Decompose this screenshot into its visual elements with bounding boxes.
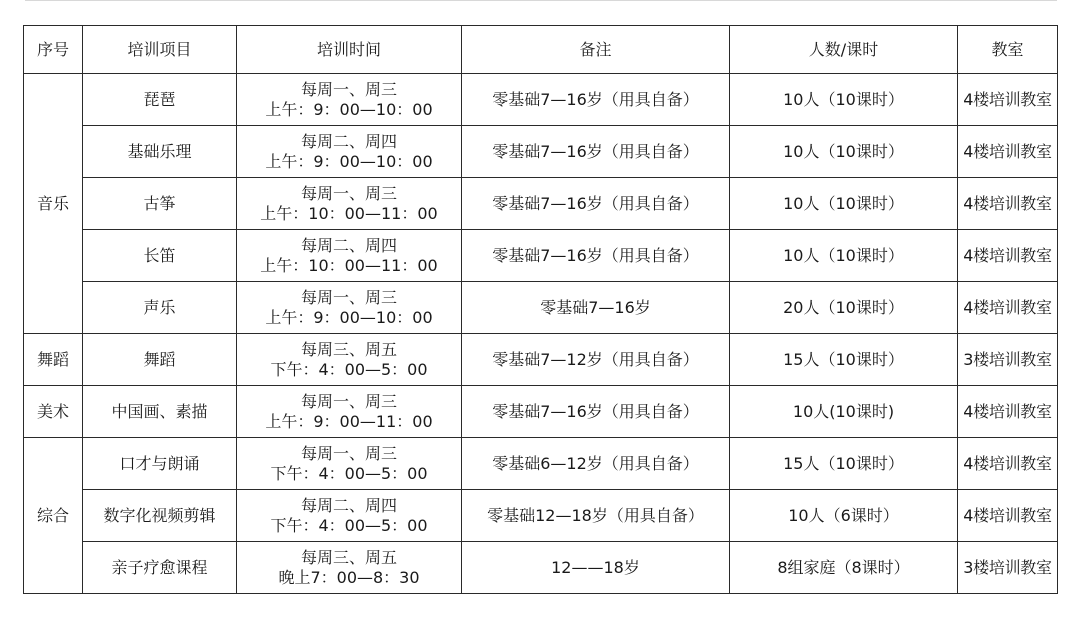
- project-cell: 琵琶: [83, 74, 237, 126]
- time-days: 每周一、周三: [300, 391, 397, 411]
- time-hours: 下午：4：00—5：00: [270, 359, 428, 379]
- time-hours: 上午：9：00—11：00: [265, 411, 433, 431]
- header-seq: 序号: [24, 26, 83, 74]
- time-days: 每周一、周三: [300, 443, 397, 463]
- group-general: 综合: [24, 438, 83, 594]
- time-cell: [237, 74, 462, 126]
- group-dance: 舞蹈: [24, 334, 83, 386]
- time-cell: [237, 178, 462, 230]
- capacity-cell: 10人(10课时): [730, 386, 958, 438]
- time-hours: 晚上7：00—8：30: [278, 567, 420, 587]
- note-cell: 12——18岁: [462, 542, 730, 594]
- table-row: [24, 438, 1058, 490]
- table-row: [24, 230, 1058, 282]
- room-cell: 3楼培训教室: [958, 542, 1058, 594]
- time-cell: [237, 490, 462, 542]
- group-music: 音乐: [24, 74, 83, 334]
- header-time: 培训时间: [237, 26, 462, 74]
- room-cell: 3楼培训教室: [958, 334, 1058, 386]
- room-cell: 4楼培训教室: [958, 490, 1058, 542]
- project-cell: 舞蹈: [83, 334, 237, 386]
- note-cell: 零基础7—16岁（用具自备）: [462, 74, 730, 126]
- time-days: 每周一、周三: [300, 287, 397, 307]
- project-cell: 亲子疗愈课程: [83, 542, 237, 594]
- time-days: 每周一、周三: [300, 183, 397, 203]
- project-cell: 中国画、素描: [83, 386, 237, 438]
- capacity-cell: 15人（10课时）: [730, 438, 958, 490]
- room-cell: 4楼培训教室: [958, 438, 1058, 490]
- time-hours: 下午：4：00—5：00: [270, 515, 428, 535]
- time-days: 每周三、周五: [300, 339, 397, 359]
- table-row: [24, 386, 1058, 438]
- time-days: 每周二、周四: [300, 235, 397, 255]
- time-cell: [237, 230, 462, 282]
- header-capacity: 人数/课时: [730, 26, 958, 74]
- capacity-cell: 15人（10课时）: [730, 334, 958, 386]
- project-cell: 声乐: [83, 282, 237, 334]
- time-days: 每周二、周四: [300, 495, 397, 515]
- time-hours: 上午：10：00—11：00: [260, 255, 438, 275]
- room-cell: 4楼培训教室: [958, 126, 1058, 178]
- room-cell: 4楼培训教室: [958, 178, 1058, 230]
- time-hours: 上午：9：00—10：00: [265, 151, 433, 171]
- room-cell: 4楼培训教室: [958, 230, 1058, 282]
- note-cell: 零基础7—16岁（用具自备）: [462, 126, 730, 178]
- note-cell: 零基础7—16岁: [462, 282, 730, 334]
- time-days: 每周三、周五: [300, 547, 397, 567]
- capacity-cell: 10人（6课时）: [730, 490, 958, 542]
- capacity-cell: 10人（10课时）: [730, 126, 958, 178]
- table-row: [24, 490, 1058, 542]
- time-cell: [237, 438, 462, 490]
- time-hours: 上午：9：00—10：00: [265, 99, 433, 119]
- time-hours: 下午：4：00—5：00: [270, 463, 428, 483]
- group-art: 美术: [24, 386, 83, 438]
- capacity-cell: 10人（10课时）: [730, 230, 958, 282]
- time-hours: 上午：9：00—10：00: [265, 307, 433, 327]
- table-row: [24, 282, 1058, 334]
- room-cell: 4楼培训教室: [958, 386, 1058, 438]
- note-cell: 零基础12—18岁（用具自备）: [462, 490, 730, 542]
- top-divider: [25, 0, 1057, 1]
- time-cell: [237, 386, 462, 438]
- time-hours: 上午：10：00—11：00: [260, 203, 438, 223]
- table-row: [24, 74, 1058, 126]
- table-row: [24, 542, 1058, 594]
- note-cell: 零基础6—12岁（用具自备）: [462, 438, 730, 490]
- header-project: 培训项目: [83, 26, 237, 74]
- time-cell: [237, 282, 462, 334]
- table-row: [24, 334, 1058, 386]
- capacity-cell: 10人（10课时）: [730, 74, 958, 126]
- time-cell: [237, 334, 462, 386]
- header-row: [24, 26, 1058, 74]
- time-days: 每周一、周三: [300, 79, 397, 99]
- table-row: [24, 178, 1058, 230]
- header-room: 教室: [958, 26, 1058, 74]
- note-cell: 零基础7—16岁（用具自备）: [462, 178, 730, 230]
- training-schedule-table: [23, 25, 1058, 594]
- room-cell: 4楼培训教室: [958, 282, 1058, 334]
- project-cell: 长笛: [83, 230, 237, 282]
- project-cell: 数字化视频剪辑: [83, 490, 237, 542]
- table-row: [24, 126, 1058, 178]
- note-cell: 零基础7—16岁（用具自备）: [462, 386, 730, 438]
- capacity-cell: 20人（10课时）: [730, 282, 958, 334]
- time-days: 每周二、周四: [300, 131, 397, 151]
- capacity-cell: 10人（10课时）: [730, 178, 958, 230]
- header-note: 备注: [462, 26, 730, 74]
- capacity-cell: 8组家庭（8课时）: [730, 542, 958, 594]
- time-cell: [237, 126, 462, 178]
- room-cell: 4楼培训教室: [958, 74, 1058, 126]
- note-cell: 零基础7—12岁（用具自备）: [462, 334, 730, 386]
- project-cell: 口才与朗诵: [83, 438, 237, 490]
- project-cell: 基础乐理: [83, 126, 237, 178]
- note-cell: 零基础7—16岁（用具自备）: [462, 230, 730, 282]
- project-cell: 古筝: [83, 178, 237, 230]
- time-cell: [237, 542, 462, 594]
